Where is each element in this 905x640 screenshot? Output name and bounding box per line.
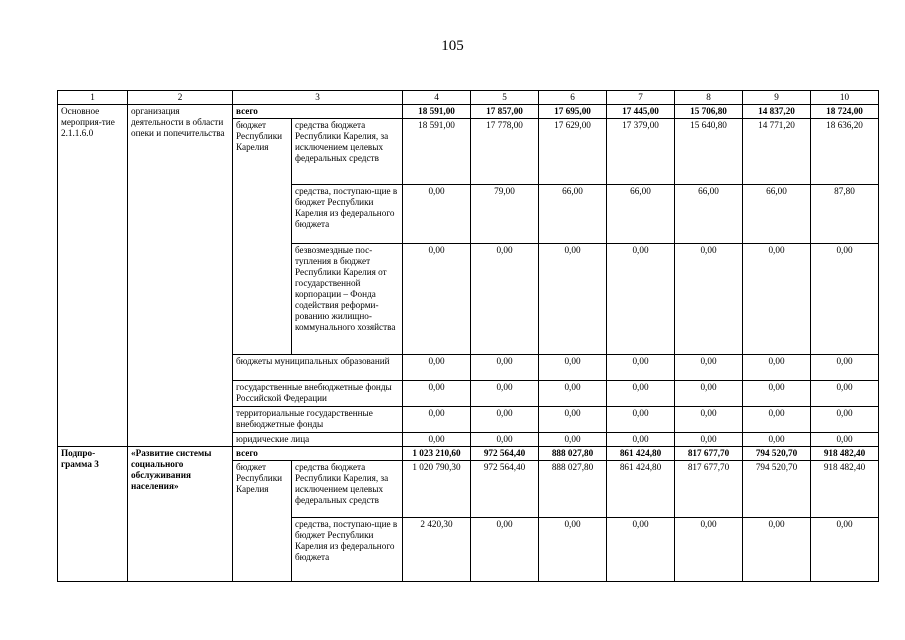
- value-cell: 15 640,80: [675, 119, 743, 185]
- sub-row-label: средства бюджета Республики Карелия, за исключением целевых федеральных средств: [292, 461, 403, 518]
- value-cell: 0,00: [539, 433, 607, 447]
- value-cell: 87,80: [811, 185, 879, 244]
- value-cell: 861 424,80: [607, 461, 675, 518]
- value-cell: 0,00: [471, 518, 539, 582]
- total-value: 18 591,00: [403, 105, 471, 119]
- value-cell: 0,00: [403, 185, 471, 244]
- source-label: территориальные государственные внебюджетные фонды: [233, 407, 403, 433]
- total-value: 14 837,20: [743, 105, 811, 119]
- value-cell: 817 677,70: [675, 461, 743, 518]
- value-cell: 0,00: [539, 355, 607, 381]
- value-cell: 0,00: [811, 355, 879, 381]
- total-value: 15 706,80: [675, 105, 743, 119]
- value-cell: 0,00: [811, 433, 879, 447]
- source-label: юридические лица: [233, 433, 403, 447]
- value-cell: 0,00: [403, 355, 471, 381]
- value-cell: 0,00: [743, 433, 811, 447]
- value-cell: 17 379,00: [607, 119, 675, 185]
- value-cell: 0,00: [675, 407, 743, 433]
- total-value: 17 857,00: [471, 105, 539, 119]
- header-cell: 5: [471, 91, 539, 105]
- value-cell: 0,00: [675, 518, 743, 582]
- value-cell: 972 564,40: [471, 461, 539, 518]
- total-value: 794 520,70: [743, 447, 811, 461]
- value-cell: 0,00: [471, 407, 539, 433]
- value-cell: 0,00: [811, 407, 879, 433]
- value-cell: 0,00: [743, 518, 811, 582]
- header-cell: 8: [675, 91, 743, 105]
- value-cell: 0,00: [539, 407, 607, 433]
- total-value: 918 482,40: [811, 447, 879, 461]
- value-cell: 0,00: [675, 355, 743, 381]
- value-cell: 0,00: [743, 244, 811, 355]
- value-cell: 0,00: [471, 244, 539, 355]
- value-cell: 888 027,80: [539, 461, 607, 518]
- value-cell: 0,00: [743, 407, 811, 433]
- value-cell: 0,00: [811, 244, 879, 355]
- header-cell: 7: [607, 91, 675, 105]
- value-cell: 17 778,00: [471, 119, 539, 185]
- value-cell: 0,00: [607, 518, 675, 582]
- value-cell: 0,00: [607, 433, 675, 447]
- header-cell: 9: [743, 91, 811, 105]
- total-row: [58, 105, 879, 119]
- header-cell: 6: [539, 91, 607, 105]
- value-cell: 0,00: [675, 244, 743, 355]
- header-cell: 2: [128, 91, 233, 105]
- page-number: 105: [441, 38, 464, 54]
- header-cell: 4: [403, 91, 471, 105]
- value-cell: 0,00: [743, 355, 811, 381]
- total-value: 17 695,00: [539, 105, 607, 119]
- value-cell: 14 771,20: [743, 119, 811, 185]
- total-value: 861 424,80: [607, 447, 675, 461]
- sub-row-label: безвозмездные пос-тупления в бюджет Республики Карелия от государственной корпорации – Фонда содействия реформи-рованию жилищно-коммунального хозяйства: [292, 244, 403, 355]
- block-name: организация деятельности в области опеки и попечительства: [128, 105, 233, 447]
- value-cell: 0,00: [471, 355, 539, 381]
- source-label: государственные внебюджетные фонды Российской Федерации: [233, 381, 403, 407]
- value-cell: 0,00: [743, 381, 811, 407]
- value-cell: 18 636,20: [811, 119, 879, 185]
- value-cell: 0,00: [471, 381, 539, 407]
- value-cell: 794 520,70: [743, 461, 811, 518]
- value-cell: 66,00: [539, 185, 607, 244]
- source-label: бюджеты муниципальных образований: [233, 355, 403, 381]
- value-cell: 0,00: [607, 381, 675, 407]
- value-cell: 0,00: [539, 244, 607, 355]
- value-cell: 17 629,00: [539, 119, 607, 185]
- value-cell: 66,00: [743, 185, 811, 244]
- value-cell: 1 020 790,30: [403, 461, 471, 518]
- value-cell: 0,00: [607, 355, 675, 381]
- value-cell: 0,00: [539, 518, 607, 582]
- total-value: 18 724,00: [811, 105, 879, 119]
- value-cell: 0,00: [471, 433, 539, 447]
- value-cell: 0,00: [403, 433, 471, 447]
- block-code: Основное мероприя-тие 2.1.1.6.0: [58, 105, 128, 447]
- total-row: [58, 447, 879, 461]
- value-cell: 918 482,40: [811, 461, 879, 518]
- budget-label: бюджет Республики Карелия: [233, 461, 292, 582]
- value-cell: 66,00: [607, 185, 675, 244]
- header-cell: 1: [58, 91, 128, 105]
- value-cell: 0,00: [539, 381, 607, 407]
- block-code: Подпро-грамма 3: [58, 447, 128, 582]
- value-cell: 0,00: [403, 407, 471, 433]
- budget-label: бюджет Республики Карелия: [233, 119, 292, 355]
- total-value: 1 023 210,60: [403, 447, 471, 461]
- budget-table: [57, 90, 879, 582]
- header-cell: 10: [811, 91, 879, 105]
- total-value: 17 445,00: [607, 105, 675, 119]
- header-cell: 3: [233, 91, 403, 105]
- sub-row-label: средства, поступаю-щие в бюджет Республики Карелия из федерального бюджета: [292, 185, 403, 244]
- sub-row-label: средства бюджета Республики Карелия, за исключением целевых федеральных средств: [292, 119, 403, 185]
- value-cell: 0,00: [811, 381, 879, 407]
- sub-row-label: средства, поступаю-щие в бюджет Республики Карелия из федерального бюджета: [292, 518, 403, 582]
- value-cell: 18 591,00: [403, 119, 471, 185]
- value-cell: 0,00: [607, 244, 675, 355]
- value-cell: 0,00: [403, 244, 471, 355]
- total-value: 972 564,40: [471, 447, 539, 461]
- value-cell: 66,00: [675, 185, 743, 244]
- block-name: «Развитие системы социального обслуживания населения»: [128, 447, 233, 582]
- value-cell: 0,00: [607, 407, 675, 433]
- value-cell: 79,00: [471, 185, 539, 244]
- value-cell: 0,00: [675, 433, 743, 447]
- total-value: 888 027,80: [539, 447, 607, 461]
- value-cell: 2 420,30: [403, 518, 471, 582]
- value-cell: 0,00: [811, 518, 879, 582]
- total-label: всего: [233, 447, 403, 461]
- value-cell: 0,00: [403, 381, 471, 407]
- value-cell: 0,00: [675, 381, 743, 407]
- table-header-row: [58, 91, 879, 105]
- total-value: 817 677,70: [675, 447, 743, 461]
- total-label: всего: [233, 105, 403, 119]
